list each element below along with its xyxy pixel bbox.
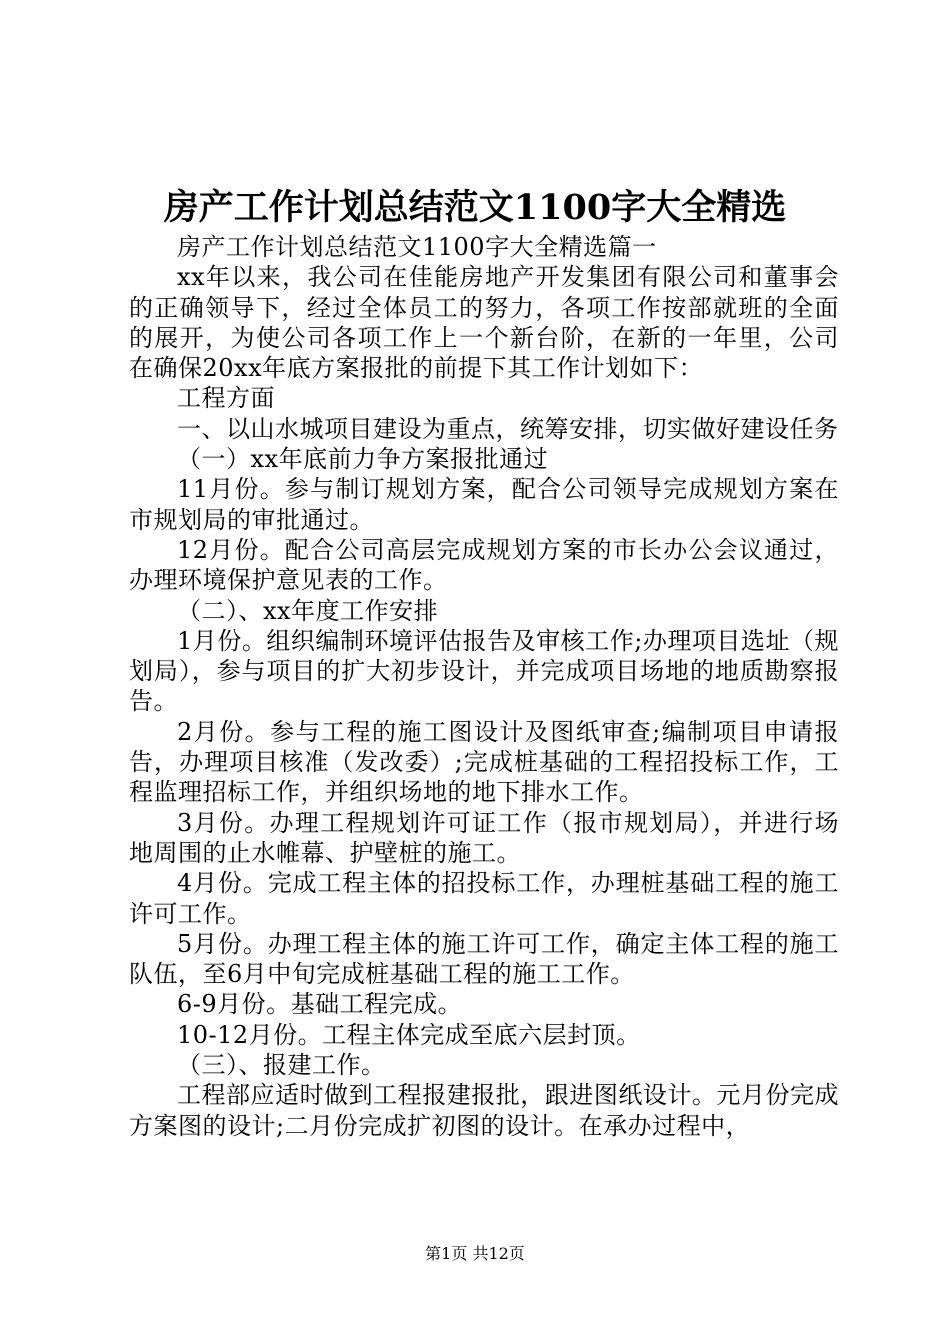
paragraph: 5月份。办理工程主体的施工许可工作，确定主体工程的施工队伍，至6月中旬完成桩基础工程的施工工作。 [129, 929, 839, 989]
paragraph: xx年以来，我公司在佳能房地产开发集团有限公司和董事会的正确领导下，经过全体员工的努力，各项工作按部就班的全面的展开，为使公司各项工作上一个新台阶，在新的一年里，公司在确保20xx年底方案报批的前提下其工作计划如下： [129, 263, 839, 383]
page-footer: 第1页 共12页 [425, 1244, 525, 1263]
paragraph: （一）xx年底前力争方案报批通过 [177, 445, 549, 474]
paragraph: 1月份。组织编制环境评估报告及审核工作;办理项目选址（规划局），参与项目的扩大初步设计，并完成项目场地的地质勘察报告。 [129, 626, 839, 716]
paragraph: 10-12月份。工程主体完成至底六层封顶。 [177, 1020, 641, 1049]
paragraph: （三）、报建工作。 [177, 1051, 386, 1080]
paragraph: 工程方面 [177, 384, 275, 413]
paragraph: 11月份。参与制订规划方案，配合公司领导完成规划方案在市规划局的审批通过。 [129, 475, 839, 534]
paragraph: 3月份。办理工程规划许可证工作（报市规划局），并进行场地周围的止水帷幕、护壁桩的施工。 [129, 808, 839, 867]
paragraph: 6-9月份。基础工程完成。 [177, 990, 463, 1019]
paragraph: 房产工作计划总结范文1100字大全精选篇一 [177, 233, 657, 261]
paragraph: 一、以山水城项目建设为重点，统筹安排，切实做好建设任务 [177, 414, 839, 443]
paragraph: 4月份。完成工程主体的招投标工作，办理桩基础工程的施工许可工作。 [129, 869, 839, 928]
paragraph: 12月份。配合公司高层完成规划方案的市长办公会议通过，办理环境保护意见表的工作。 [129, 535, 839, 595]
document-body [129, 232, 839, 1141]
paragraph: （二）、xx年度工作安排 [177, 596, 439, 625]
paragraph: 2月份。参与工程的施工图设计及图纸审查;编制项目申请报告，办理项目核准（发改委）;完成桩基础的工程招投标工作，工程监理招标工作，并组织场地的地下排水工作。 [129, 717, 839, 807]
paragraph: 工程部应适时做到工程报建报批，跟进图纸设计。元月份完成方案图的设计;二月份完成扩初图的设计。在承办过程中， [129, 1081, 839, 1140]
document-title: 房产工作计划总结范文1100字大全精选 [163, 187, 787, 228]
